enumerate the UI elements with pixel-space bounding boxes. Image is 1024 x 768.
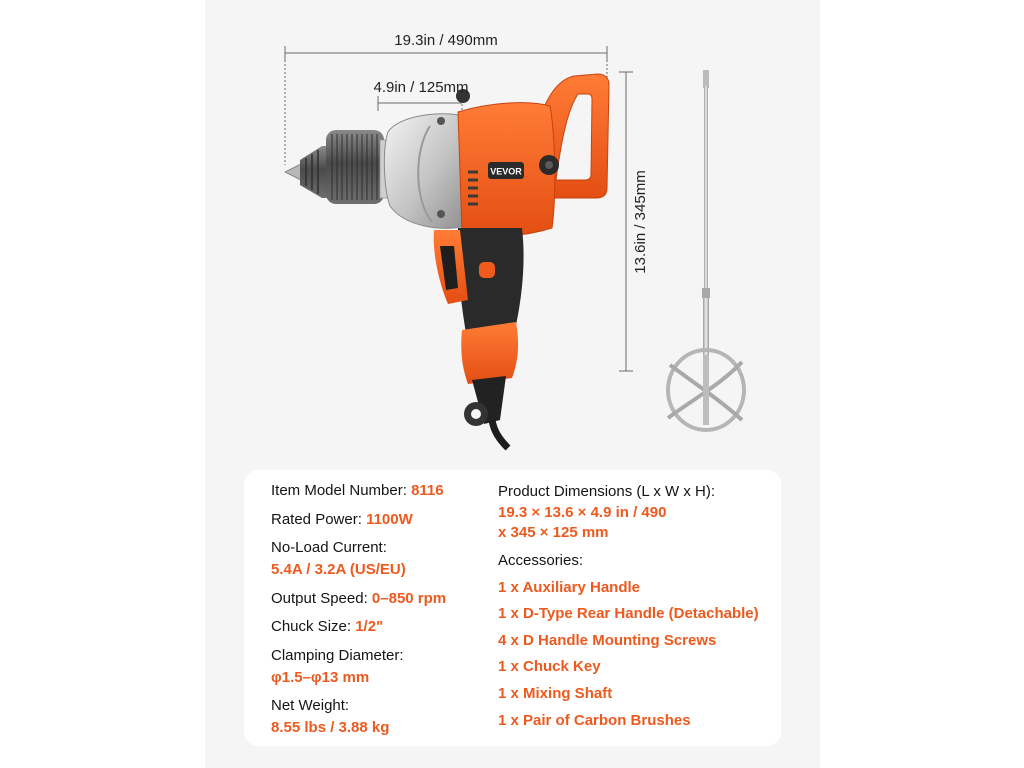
speed-dial-center — [545, 161, 553, 169]
spec-value: 5.4A / 3.2A (US/EU) — [271, 561, 406, 578]
spec-product-dimensions-value-line: 19.3 × 13.6 × 4.9 in / 490 — [498, 504, 667, 521]
product-illustration — [205, 0, 820, 470]
accessories-label: Accessories: — [498, 552, 584, 569]
height-label: 13.6in / 345mm — [632, 170, 649, 274]
spec-net-weight — [271, 695, 486, 739]
spec-label: Item Model Number: — [271, 482, 407, 499]
accessory-item: 1 x Chuck Key — [498, 658, 601, 676]
housing-screw — [437, 117, 445, 125]
grip-bottom-cap — [461, 322, 518, 384]
shaft-hex-end — [703, 70, 709, 88]
spec-model-number — [271, 480, 486, 502]
spec-column-left — [271, 480, 486, 746]
accessory-item: 4 x D Handle Mounting Screws — [498, 631, 717, 649]
spec-label: Rated Power: — [271, 510, 362, 528]
accessory-item: 1 x Pair of Carbon Brushes — [498, 711, 691, 729]
spec-label: Net Weight: — [271, 697, 350, 714]
spec-value: 1100W — [366, 510, 413, 528]
spec-rated-power — [271, 509, 486, 531]
accessory-item: 1 x Mixing Shaft — [498, 684, 613, 702]
accessories-list — [498, 577, 778, 732]
spec-label: No-Load Current: — [271, 539, 387, 556]
chuck-width-label: 4.9in / 125mm — [373, 79, 469, 96]
chuck-body — [326, 130, 384, 204]
spec-output-speed — [271, 588, 486, 610]
spec-card — [244, 470, 781, 746]
shaft-joint — [702, 288, 710, 298]
spec-no-load-current — [271, 537, 486, 581]
spec-label: Clamping Diameter: — [271, 646, 404, 664]
chuck-nose — [300, 146, 328, 198]
cord-tag-center — [471, 409, 481, 419]
spec-value: 8.55 lbs / 3.88 kg — [271, 719, 390, 736]
mixing-shaft-rod — [704, 86, 708, 290]
housing-screw — [437, 210, 445, 218]
spec-product-dimensions-value-line: x 345 × 125 mm — [498, 523, 609, 541]
power-cord — [492, 420, 508, 448]
accessory-item: 1 x Auxiliary Handle — [498, 578, 641, 596]
chuck-width-dimension-line — [378, 96, 462, 111]
brand-logo-text: VEVOR — [490, 166, 522, 177]
spec-value: 8116 — [411, 482, 444, 499]
spec-chuck-size — [271, 616, 486, 638]
overall-length-label: 19.3in / 490mm — [394, 32, 498, 49]
accessory-item: 1 x D-Type Rear Handle (Detachable) — [498, 605, 759, 623]
spec-column-right — [498, 481, 778, 732]
spec-value: φ1.5–φ13 mm — [271, 668, 370, 686]
spec-product-dimensions-label: Product Dimensions (L x W x H): — [498, 483, 715, 500]
lock-button — [479, 262, 495, 278]
spec-value: 1/2" — [355, 618, 384, 635]
mixing-paddle-hub — [703, 355, 709, 425]
spec-label: Chuck Size: — [271, 618, 352, 635]
spec-clamping-diameter — [271, 645, 486, 689]
spec-value: 0–850 rpm — [371, 589, 447, 607]
height-dimension-line — [619, 72, 633, 371]
spec-label: Output Speed: — [271, 589, 368, 607]
